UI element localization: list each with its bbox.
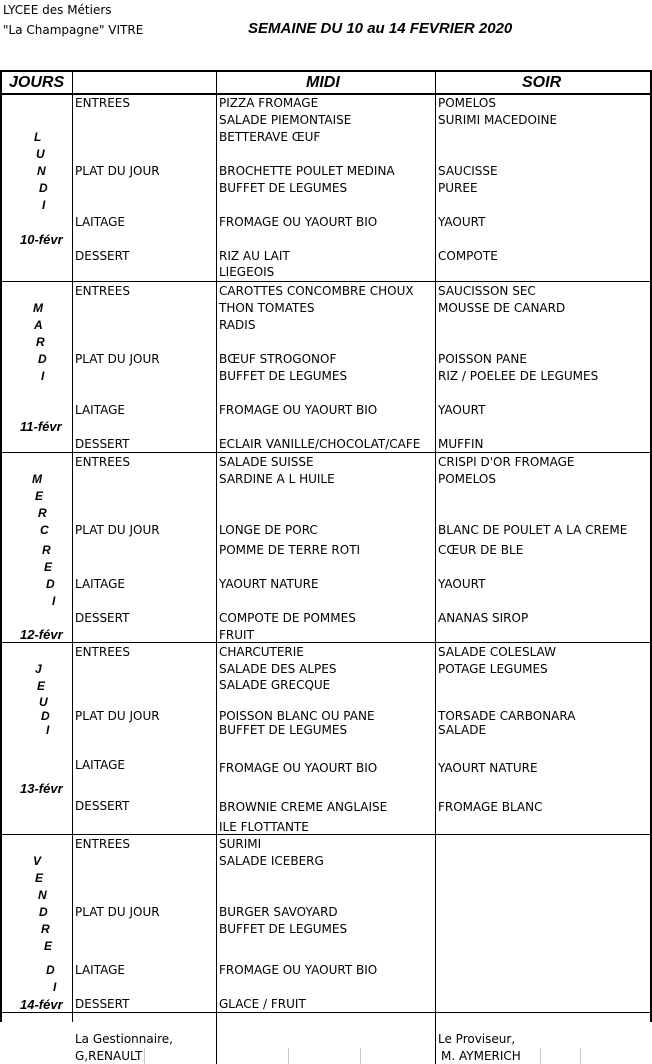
soir-item: POISSON PANE [438, 352, 527, 366]
soir-item: SALADE [438, 723, 487, 737]
day-letter: N [38, 888, 47, 902]
soir-item: COMPOTE [438, 249, 498, 263]
header-bottom-border [0, 93, 652, 95]
midi-item: COMPOTE DE POMMES [219, 611, 356, 625]
soir-item: POTAGE LEGUMES [438, 662, 548, 676]
category-label: LAITAGE [75, 403, 125, 417]
category-label: PLAT DU JOUR [75, 164, 160, 178]
grid-tick [540, 1048, 541, 1064]
midi-item: RIZ AU LAIT [219, 249, 290, 263]
column-header-soir: SOIR [522, 74, 562, 91]
soir-item: YAOURT [438, 577, 486, 591]
category-label: PLAT DU JOUR [75, 905, 160, 919]
midi-item: SALADE GRECQUE [219, 678, 331, 692]
midi-item: SALADE ICEBERG [219, 854, 324, 868]
day-letter: D [46, 577, 55, 591]
day-letter: A [34, 318, 43, 332]
school-name-line2: "La Champagne" VITRE [3, 23, 144, 37]
day-letter: U [39, 695, 48, 709]
midi-item: THON TOMATES [219, 301, 315, 315]
soir-item: RIZ / POELEE DE LEGUMES [438, 369, 599, 383]
midi-item: FROMAGE OU YAOURT BIO [219, 963, 378, 977]
day-letter: C [40, 523, 49, 537]
grid-tick [360, 1048, 361, 1064]
day-letter: M [33, 301, 43, 315]
day-letter: E [35, 489, 44, 503]
day-date: 11-févr [20, 419, 62, 434]
midi-item: ILE FLOTTANTE [219, 820, 309, 834]
soir-item: POMELOS [438, 472, 496, 486]
category-label: DESSERT [75, 249, 130, 263]
soir-item: BLANC DE POULET A LA CREME [438, 523, 628, 537]
midi-item: BETTERAVE ŒUF [219, 130, 321, 144]
midi-item: BUFFET DE LEGUMES [219, 181, 348, 195]
day-letter: E [44, 939, 53, 953]
day-letter: D [38, 352, 47, 366]
midi-item: FROMAGE OU YAOURT BIO [219, 761, 378, 775]
soir-item: YAOURT NATURE [438, 761, 538, 775]
midi-item: FRUIT [219, 628, 254, 642]
grid-tick [144, 1048, 145, 1064]
proviseur-name: M. AYMERICH [441, 1049, 521, 1063]
midi-item: BURGER SAVOYARD [219, 905, 338, 919]
day-separator [0, 642, 652, 643]
midi-item: SALADE PIEMONTAISE [219, 113, 352, 127]
midi-item: BUFFET DE LEGUMES [219, 922, 348, 936]
day-letter: R [41, 922, 50, 936]
soir-item: SAUCISSON SEC [438, 284, 536, 298]
day-letter: E [44, 560, 53, 574]
day-letter: E [37, 679, 46, 693]
category-label: ENTREES [75, 96, 131, 110]
day-letter: I [41, 369, 45, 383]
day-letter: V [33, 854, 42, 868]
midi-item: BROCHETTE POULET MEDINA [219, 164, 395, 178]
midi-item: BUFFET DE LEGUMES [219, 369, 348, 383]
table-bottom-border [0, 1012, 652, 1013]
midi-item: GLACE / FRUIT [219, 997, 306, 1011]
day-letter: L [34, 130, 42, 144]
day-letter: D [39, 905, 48, 919]
table-top-border [0, 70, 652, 72]
week-title: SEMAINE DU 10 au 14 FEVRIER 2020 [248, 20, 513, 37]
soir-item: CŒUR DE BLE [438, 543, 524, 557]
midi-item: LIEGEOIS [219, 265, 275, 279]
soir-item: YAOURT [438, 403, 486, 417]
day-date: 14-févr [20, 997, 63, 1012]
midi-item: SARDINE A L HUILE [219, 472, 335, 486]
soir-item: TORSADE CARBONARA [438, 709, 576, 723]
soir-item: MUFFIN [438, 437, 484, 451]
day-letter: M [32, 472, 42, 486]
soir-item: SAUCISSE [438, 164, 498, 178]
category-label: PLAT DU JOUR [75, 352, 160, 366]
midi-item: BROWNIE CREME ANGLAISE [219, 800, 388, 814]
category-label: LAITAGE [75, 577, 125, 591]
soir-item: ANANAS SIROP [438, 611, 529, 625]
midi-item: PIZZA FROMAGE [219, 96, 319, 110]
gestionnaire-name: G,RENAULT [75, 1049, 143, 1063]
midi-item: POMME DE TERRE ROTI [219, 543, 361, 557]
day-letter: I [52, 594, 56, 608]
day-letter: I [53, 980, 57, 994]
day-letter: N [37, 164, 46, 178]
day-letter: J [35, 662, 42, 676]
midi-item: YAOURT NATURE [219, 577, 319, 591]
day-letter: R [38, 506, 47, 520]
midi-item: POISSON BLANC OU PANE [219, 709, 375, 723]
category-label: PLAT DU JOUR [75, 523, 160, 537]
soir-item: POMELOS [438, 96, 496, 110]
day-letter: I [46, 723, 50, 737]
day-letter: R [42, 543, 51, 557]
midi-item: FROMAGE OU YAOURT BIO [219, 215, 378, 229]
category-label: LAITAGE [75, 963, 125, 977]
col-divider-category [216, 70, 217, 1064]
midi-item: BŒUF STROGONOF [219, 352, 337, 366]
midi-item: SALADE SUISSE [219, 455, 314, 469]
soir-item: SALADE COLESLAW [438, 645, 556, 659]
category-label: DESSERT [75, 799, 130, 813]
day-date: 10-févr [20, 232, 63, 247]
table-left-border [0, 70, 2, 1022]
day-letter: D [46, 963, 55, 977]
category-label: ENTREES [75, 645, 131, 659]
column-header-midi: MIDI [306, 74, 340, 91]
midi-item: ECLAIR VANILLE/CHOCOLAT/CAFE [219, 437, 421, 451]
grid-tick [580, 1048, 581, 1064]
proviseur-title: Le Proviseur, [438, 1032, 516, 1046]
day-letter: E [35, 871, 44, 885]
gestionnaire-title: La Gestionnaire, [75, 1032, 173, 1046]
day-separator [0, 281, 652, 282]
category-label: LAITAGE [75, 758, 125, 772]
category-label: ENTREES [75, 284, 131, 298]
soir-item: PUREE [438, 181, 478, 195]
midi-item: RADIS [219, 318, 256, 332]
day-letter: D [39, 181, 48, 195]
midi-item: CAROTTES CONCOMBRE CHOUX [219, 284, 414, 298]
category-label: LAITAGE [75, 215, 125, 229]
category-label: DESSERT [75, 437, 130, 451]
midi-item: SURIMI [219, 837, 262, 851]
soir-item: SURIMI MACEDOINE [438, 113, 558, 127]
day-letter: R [36, 335, 45, 349]
day-separator [0, 834, 652, 835]
soir-item: MOUSSE DE CANARD [438, 301, 566, 315]
midi-item: BUFFET DE LEGUMES [219, 723, 348, 737]
category-label: DESSERT [75, 997, 130, 1011]
midi-item: SALADE DES ALPES [219, 662, 337, 676]
category-label: ENTREES [75, 455, 131, 469]
day-date: 13-févr [20, 781, 63, 796]
category-label: ENTREES [75, 837, 131, 851]
day-letter: U [36, 147, 45, 161]
soir-item: CRISPI D'OR FROMAGE [438, 455, 575, 469]
soir-item: YAOURT [438, 215, 486, 229]
school-name-line1: LYCEE des Métiers [3, 3, 112, 17]
day-letter: I [42, 198, 46, 212]
soir-item: FROMAGE BLANC [438, 800, 543, 814]
day-separator [0, 452, 652, 453]
midi-item: CHARCUTERIE [219, 645, 304, 659]
column-header-jours: JOURS [9, 74, 65, 91]
midi-item: FROMAGE OU YAOURT BIO [219, 403, 378, 417]
day-letter: D [41, 709, 50, 723]
category-label: DESSERT [75, 611, 130, 625]
col-divider-midi [435, 70, 436, 1064]
grid-tick [288, 1048, 289, 1064]
midi-item: LONGE DE PORC [219, 523, 318, 537]
day-date: 12-févr [20, 627, 63, 642]
col-divider-jours [72, 70, 73, 1022]
category-label: PLAT DU JOUR [75, 709, 160, 723]
